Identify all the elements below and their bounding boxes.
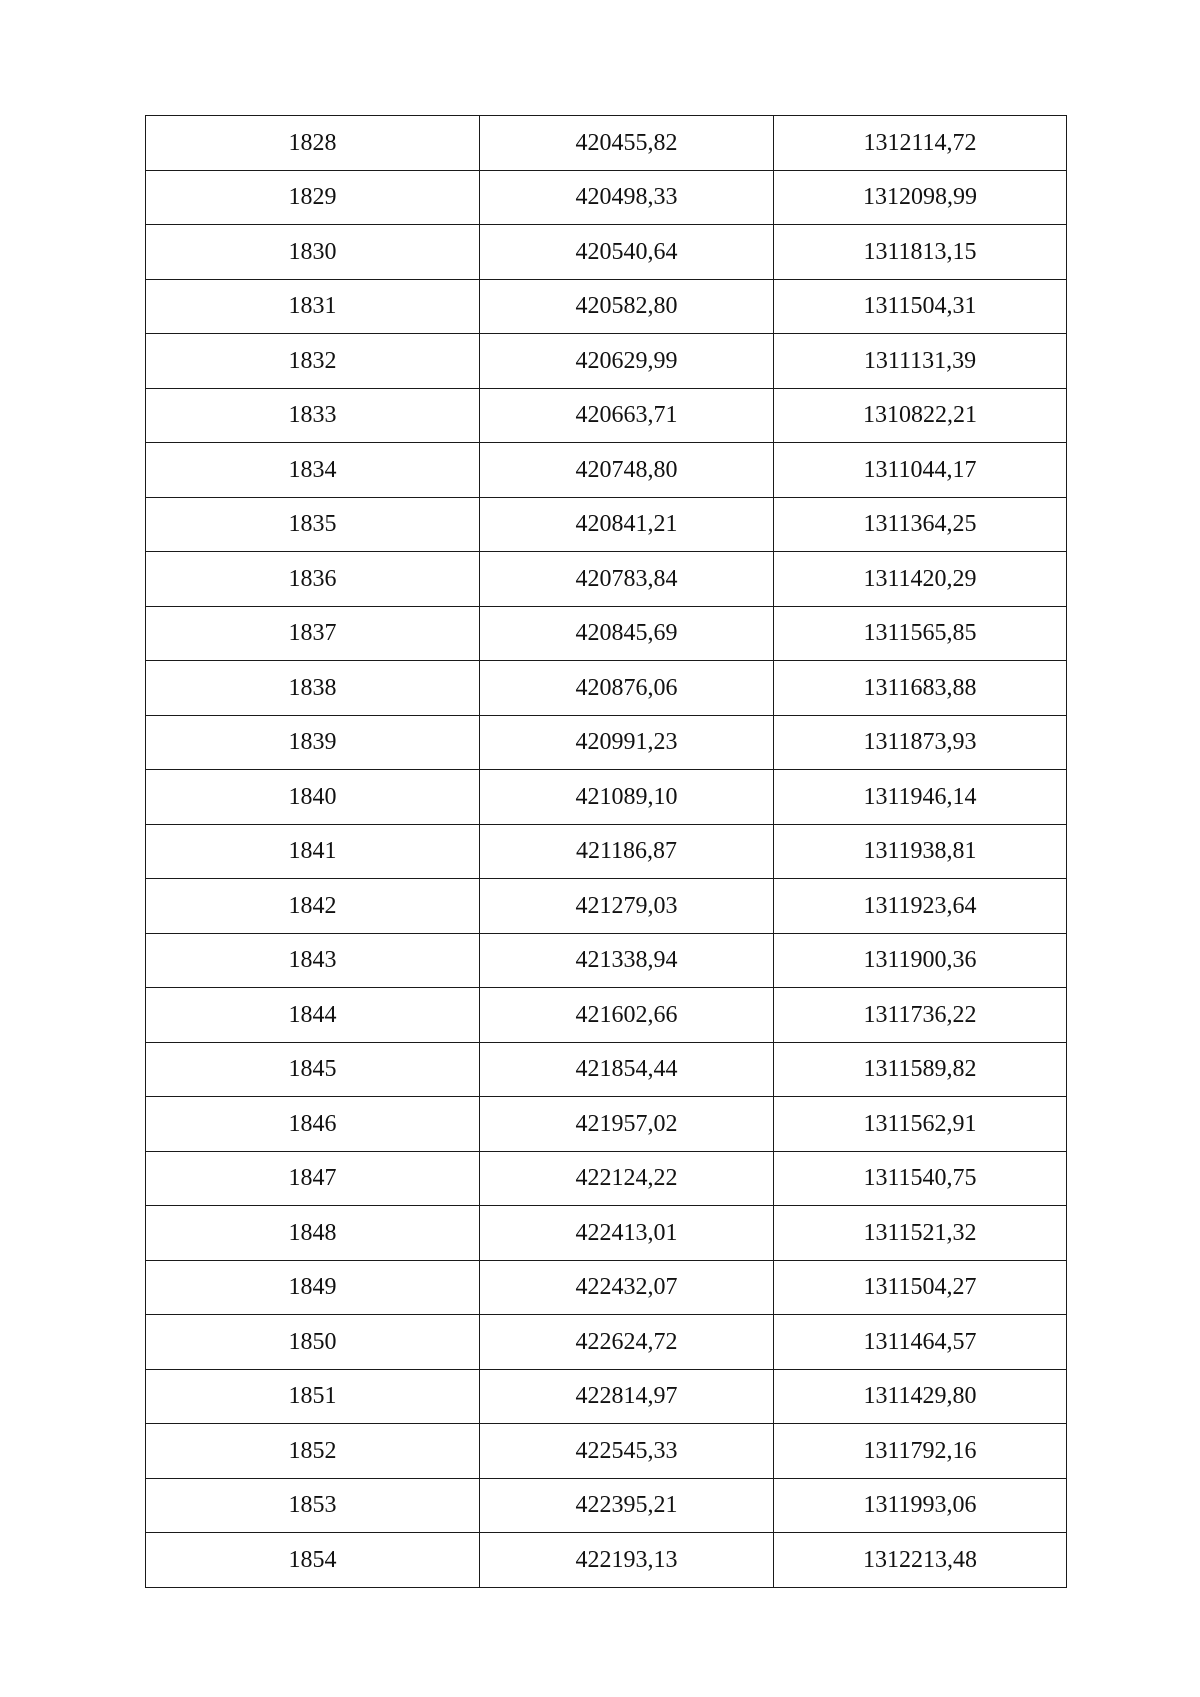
point-number-cell: 1849 bbox=[146, 1260, 480, 1315]
table-row bbox=[146, 1478, 1067, 1533]
x-coordinate-cell: 421602,66 bbox=[480, 988, 774, 1043]
table-row bbox=[146, 1151, 1067, 1206]
y-coordinate-cell: 1311420,29 bbox=[774, 552, 1067, 607]
table-row bbox=[146, 988, 1067, 1043]
point-number-cell: 1829 bbox=[146, 170, 480, 225]
table-row bbox=[146, 1042, 1067, 1097]
x-coordinate-cell: 420748,80 bbox=[480, 443, 774, 498]
y-coordinate-cell: 1311900,36 bbox=[774, 933, 1067, 988]
table-row bbox=[146, 225, 1067, 280]
point-number-cell: 1836 bbox=[146, 552, 480, 607]
x-coordinate-cell: 420991,23 bbox=[480, 715, 774, 770]
table-row bbox=[146, 1097, 1067, 1152]
table-row bbox=[146, 933, 1067, 988]
x-coordinate-cell: 422624,72 bbox=[480, 1315, 774, 1370]
x-coordinate-cell: 422193,13 bbox=[480, 1533, 774, 1588]
x-coordinate-cell: 422814,97 bbox=[480, 1369, 774, 1424]
table-row bbox=[146, 1424, 1067, 1479]
y-coordinate-cell: 1311923,64 bbox=[774, 879, 1067, 934]
y-coordinate-cell: 1311562,91 bbox=[774, 1097, 1067, 1152]
point-number-cell: 1851 bbox=[146, 1369, 480, 1424]
y-coordinate-cell: 1311873,93 bbox=[774, 715, 1067, 770]
y-coordinate-cell: 1311504,27 bbox=[774, 1260, 1067, 1315]
x-coordinate-cell: 421957,02 bbox=[480, 1097, 774, 1152]
point-number-cell: 1846 bbox=[146, 1097, 480, 1152]
y-coordinate-cell: 1311044,17 bbox=[774, 443, 1067, 498]
y-coordinate-cell: 1310822,21 bbox=[774, 388, 1067, 443]
x-coordinate-cell: 421854,44 bbox=[480, 1042, 774, 1097]
y-coordinate-cell: 1311993,06 bbox=[774, 1478, 1067, 1533]
y-coordinate-cell: 1311565,85 bbox=[774, 606, 1067, 661]
x-coordinate-cell: 420845,69 bbox=[480, 606, 774, 661]
table-row bbox=[146, 606, 1067, 661]
table-row bbox=[146, 879, 1067, 934]
point-number-cell: 1852 bbox=[146, 1424, 480, 1479]
point-number-cell: 1843 bbox=[146, 933, 480, 988]
point-number-cell: 1833 bbox=[146, 388, 480, 443]
y-coordinate-cell: 1311540,75 bbox=[774, 1151, 1067, 1206]
point-number-cell: 1828 bbox=[146, 116, 480, 171]
point-number-cell: 1834 bbox=[146, 443, 480, 498]
point-number-cell: 1838 bbox=[146, 661, 480, 716]
point-number-cell: 1840 bbox=[146, 770, 480, 825]
table-row bbox=[146, 770, 1067, 825]
point-number-cell: 1831 bbox=[146, 279, 480, 334]
table-row bbox=[146, 824, 1067, 879]
y-coordinate-cell: 1311429,80 bbox=[774, 1369, 1067, 1424]
table-row bbox=[146, 388, 1067, 443]
point-number-cell: 1841 bbox=[146, 824, 480, 879]
x-coordinate-cell: 422432,07 bbox=[480, 1260, 774, 1315]
y-coordinate-cell: 1311521,32 bbox=[774, 1206, 1067, 1261]
table-row bbox=[146, 661, 1067, 716]
point-number-cell: 1830 bbox=[146, 225, 480, 280]
table-row bbox=[146, 443, 1067, 498]
point-number-cell: 1839 bbox=[146, 715, 480, 770]
coordinates-table bbox=[145, 115, 1067, 1588]
x-coordinate-cell: 420663,71 bbox=[480, 388, 774, 443]
y-coordinate-cell: 1311683,88 bbox=[774, 661, 1067, 716]
point-number-cell: 1854 bbox=[146, 1533, 480, 1588]
y-coordinate-cell: 1311792,16 bbox=[774, 1424, 1067, 1479]
table-row bbox=[146, 715, 1067, 770]
point-number-cell: 1853 bbox=[146, 1478, 480, 1533]
y-coordinate-cell: 1311589,82 bbox=[774, 1042, 1067, 1097]
x-coordinate-cell: 420540,64 bbox=[480, 225, 774, 280]
y-coordinate-cell: 1311464,57 bbox=[774, 1315, 1067, 1370]
x-coordinate-cell: 420498,33 bbox=[480, 170, 774, 225]
x-coordinate-cell: 422395,21 bbox=[480, 1478, 774, 1533]
y-coordinate-cell: 1311938,81 bbox=[774, 824, 1067, 879]
x-coordinate-cell: 420455,82 bbox=[480, 116, 774, 171]
x-coordinate-cell: 421279,03 bbox=[480, 879, 774, 934]
point-number-cell: 1850 bbox=[146, 1315, 480, 1370]
table-row bbox=[146, 1369, 1067, 1424]
x-coordinate-cell: 422545,33 bbox=[480, 1424, 774, 1479]
table-row bbox=[146, 1315, 1067, 1370]
y-coordinate-cell: 1312098,99 bbox=[774, 170, 1067, 225]
point-number-cell: 1847 bbox=[146, 1151, 480, 1206]
point-number-cell: 1842 bbox=[146, 879, 480, 934]
x-coordinate-cell: 421186,87 bbox=[480, 824, 774, 879]
y-coordinate-cell: 1311736,22 bbox=[774, 988, 1067, 1043]
point-number-cell: 1848 bbox=[146, 1206, 480, 1261]
x-coordinate-cell: 420582,80 bbox=[480, 279, 774, 334]
x-coordinate-cell: 421089,10 bbox=[480, 770, 774, 825]
point-number-cell: 1845 bbox=[146, 1042, 480, 1097]
y-coordinate-cell: 1311131,39 bbox=[774, 334, 1067, 389]
table-row bbox=[146, 116, 1067, 171]
table-row bbox=[146, 1206, 1067, 1261]
x-coordinate-cell: 420629,99 bbox=[480, 334, 774, 389]
y-coordinate-cell: 1311946,14 bbox=[774, 770, 1067, 825]
table-row bbox=[146, 1533, 1067, 1588]
table-row bbox=[146, 1260, 1067, 1315]
y-coordinate-cell: 1312213,48 bbox=[774, 1533, 1067, 1588]
x-coordinate-cell: 422413,01 bbox=[480, 1206, 774, 1261]
point-number-cell: 1832 bbox=[146, 334, 480, 389]
y-coordinate-cell: 1311364,25 bbox=[774, 497, 1067, 552]
x-coordinate-cell: 420876,06 bbox=[480, 661, 774, 716]
x-coordinate-cell: 420841,21 bbox=[480, 497, 774, 552]
y-coordinate-cell: 1312114,72 bbox=[774, 116, 1067, 171]
table-row bbox=[146, 170, 1067, 225]
point-number-cell: 1844 bbox=[146, 988, 480, 1043]
y-coordinate-cell: 1311504,31 bbox=[774, 279, 1067, 334]
y-coordinate-cell: 1311813,15 bbox=[774, 225, 1067, 280]
coordinates-table-body bbox=[146, 116, 1067, 1588]
x-coordinate-cell: 421338,94 bbox=[480, 933, 774, 988]
x-coordinate-cell: 422124,22 bbox=[480, 1151, 774, 1206]
table-row bbox=[146, 552, 1067, 607]
table-row bbox=[146, 279, 1067, 334]
point-number-cell: 1835 bbox=[146, 497, 480, 552]
table-row bbox=[146, 497, 1067, 552]
x-coordinate-cell: 420783,84 bbox=[480, 552, 774, 607]
table-row bbox=[146, 334, 1067, 389]
point-number-cell: 1837 bbox=[146, 606, 480, 661]
